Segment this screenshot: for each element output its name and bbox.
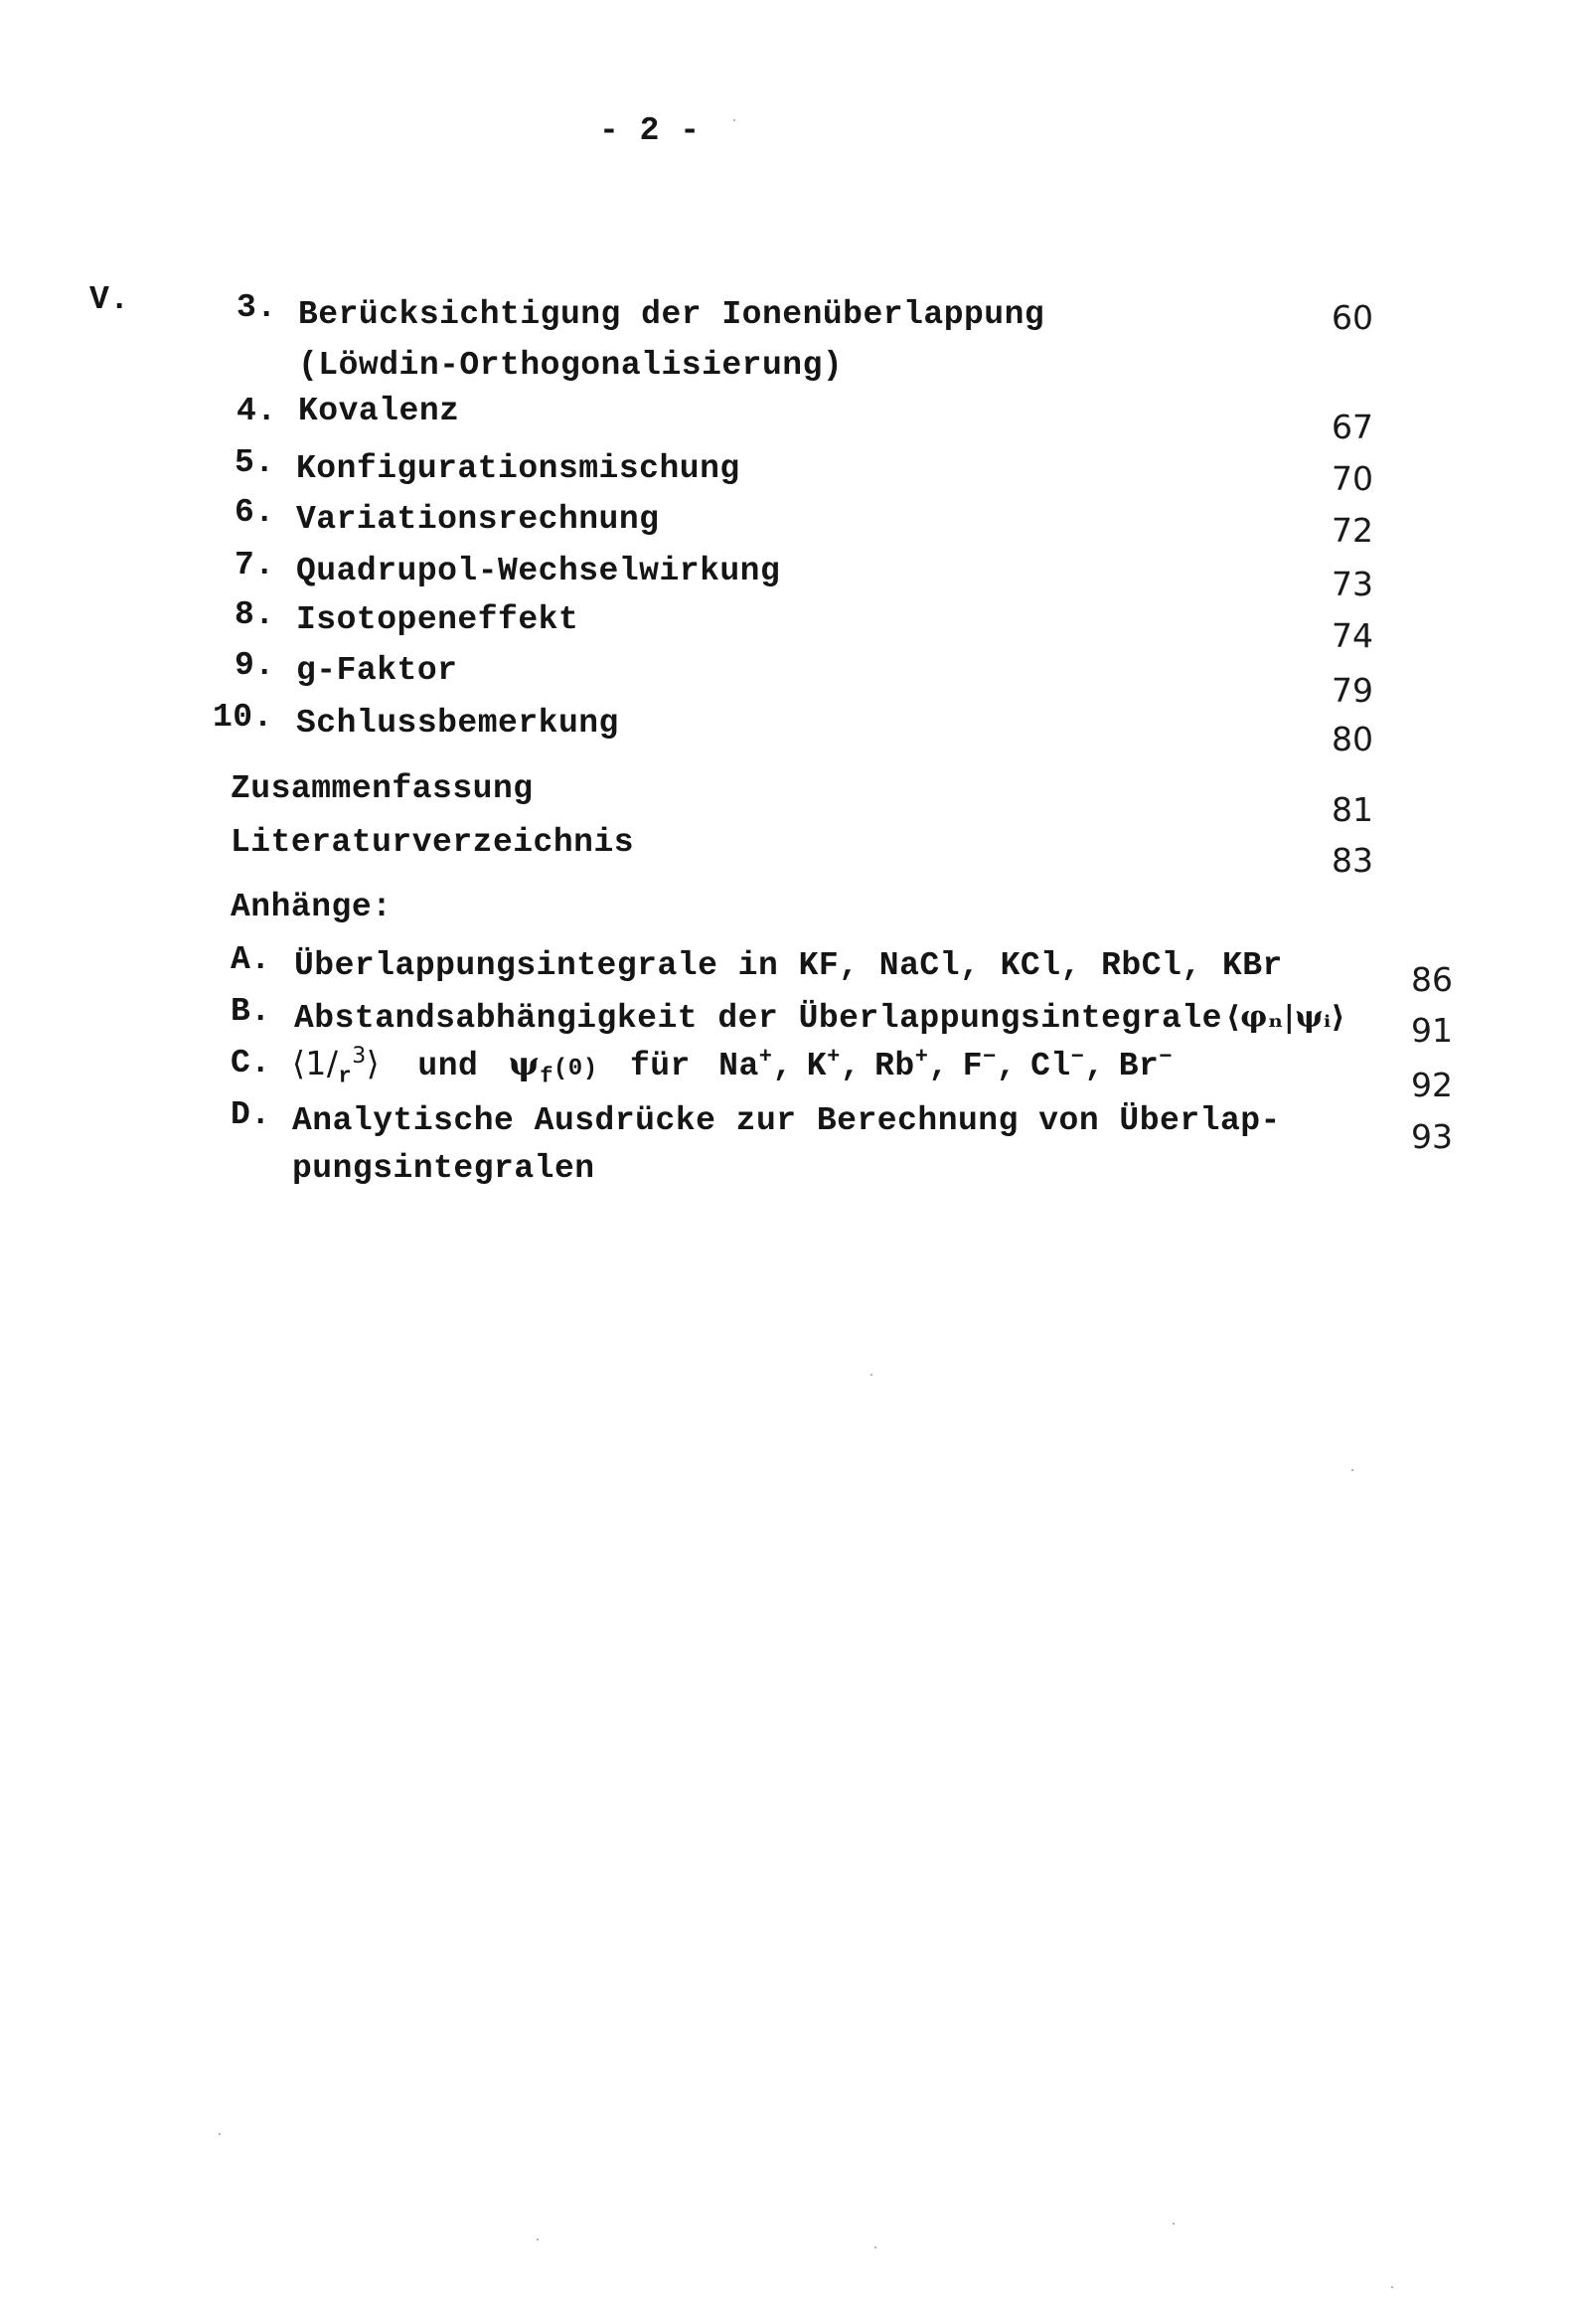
entry-title: Kovalenz xyxy=(298,393,460,429)
overlap-bracket: ⟨φₙ|ψᵢ⟩ xyxy=(1225,1000,1345,1035)
entry-title: Literaturverzeichnis xyxy=(231,824,635,861)
r-subscript: r xyxy=(338,1064,353,1089)
psi-subscript: f xyxy=(540,1064,553,1089)
ion-charge: − xyxy=(983,1045,997,1070)
entry-page: 80 xyxy=(1332,720,1373,758)
psi-symbol: ψ xyxy=(508,1044,541,1082)
word-und: und xyxy=(417,1048,479,1084)
entry-number: 3. xyxy=(237,289,277,326)
entry-page: 81 xyxy=(1332,790,1373,829)
word-fuer: für xyxy=(629,1048,691,1084)
entry-title: Berücksichtigung der Ionenüberlappung xyxy=(298,296,1045,333)
ion-symbol: Br xyxy=(1118,1048,1160,1084)
expectation-close: ⟩ xyxy=(366,1044,381,1082)
psi-argument: (0) xyxy=(552,1056,598,1082)
ion-separator: , xyxy=(772,1048,793,1084)
appendix-title-continuation: pungsintegralen xyxy=(292,1150,595,1187)
ion-separator: , xyxy=(928,1048,949,1084)
appendix-page: 91 xyxy=(1411,1011,1453,1050)
ion-symbol: K xyxy=(806,1048,828,1084)
entry-title: Variationsrechnung xyxy=(296,501,660,538)
appendix-label: C. xyxy=(231,1045,271,1081)
appendix-title-text: Abstandsabhängigkeit der Überlappungsintegrale xyxy=(294,1000,1222,1037)
entry-number: 9. xyxy=(235,647,275,684)
ion-list xyxy=(718,1045,1186,1084)
entry-number: 4. xyxy=(237,393,277,429)
appendix-title xyxy=(292,1044,1186,1089)
entry-page: 79 xyxy=(1332,671,1373,710)
entry-page: 74 xyxy=(1332,616,1373,655)
entry-number: 10. xyxy=(213,699,273,736)
entry-page: 70 xyxy=(1332,459,1373,498)
entry-page: 67 xyxy=(1332,408,1373,446)
entry-number: 6. xyxy=(235,494,275,531)
appendix-page: 92 xyxy=(1411,1066,1453,1104)
entry-page: 60 xyxy=(1332,298,1373,337)
entry-number: 5. xyxy=(235,444,275,481)
appendix-label: D. xyxy=(231,1096,271,1133)
entry-number: 8. xyxy=(235,596,275,633)
ion-symbol: F xyxy=(962,1048,984,1084)
appendix-page: 93 xyxy=(1411,1117,1453,1156)
appendix-title xyxy=(294,998,1345,1039)
entry-title: Schlussbemerkung xyxy=(296,705,619,742)
ion-charge: + xyxy=(758,1045,773,1070)
page-number: - 2 - xyxy=(599,112,701,149)
expectation-open: ⟨1/ xyxy=(292,1044,339,1082)
ion-symbol: Na xyxy=(718,1048,759,1084)
entry-page: 73 xyxy=(1332,565,1373,603)
chapter-label: V. xyxy=(89,281,130,318)
entry-title: Konfigurationsmischung xyxy=(296,450,740,487)
ion-charge: + xyxy=(827,1045,841,1070)
ion-charge: + xyxy=(914,1045,929,1070)
entry-title: Quadrupol-Wechselwirkung xyxy=(296,553,781,589)
appendix-title: Überlappungsintegrale in KF, NaCl, KCl, RbCl, KBr xyxy=(294,947,1283,984)
entry-title: Isotopeneffekt xyxy=(296,601,579,638)
entry-page: 72 xyxy=(1332,511,1373,550)
appendix-title: Analytische Ausdrücke zur Berechnung von Überlap- xyxy=(292,1102,1281,1139)
appendix-page: 86 xyxy=(1411,960,1453,999)
ion-charge: − xyxy=(1070,1045,1085,1070)
ion-separator: , xyxy=(996,1048,1018,1084)
entry-title: Zusammenfassung xyxy=(231,770,534,807)
ion-symbol: Rb xyxy=(874,1048,915,1084)
ion-charge: − xyxy=(1159,1045,1174,1070)
entry-number: 7. xyxy=(235,547,275,583)
appendix-label: B. xyxy=(231,993,271,1030)
entry-title: g-Faktor xyxy=(296,652,458,689)
ion-symbol: Cl xyxy=(1030,1048,1071,1084)
ion-separator: , xyxy=(1084,1048,1105,1084)
cube-superscript: 3 xyxy=(352,1044,367,1069)
entry-page: 83 xyxy=(1332,841,1373,880)
appendix-label: A. xyxy=(231,941,271,978)
entry-title: (Löwdin-Orthogonalisierung) xyxy=(298,347,844,384)
ion-separator: , xyxy=(840,1048,862,1084)
appendix-heading: Anhänge: xyxy=(231,889,393,925)
